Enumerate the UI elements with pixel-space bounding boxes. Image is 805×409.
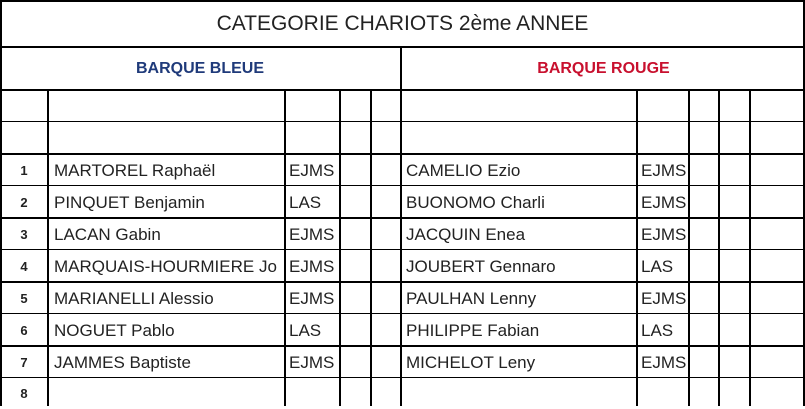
blue-participant-name: MARQUAIS-HOURMIERE Jo <box>54 257 277 276</box>
blue-participant-name: MARTOREL Raphaël <box>54 161 216 180</box>
blue-participant-club: LAS <box>289 193 322 212</box>
grid-line <box>339 89 341 406</box>
blue-participant-club: LAS <box>289 321 322 340</box>
grid-line <box>0 121 805 122</box>
red-team-header: BARQUE ROUGE <box>537 60 670 77</box>
row-number: 8 <box>20 386 28 401</box>
red-participant-name: PHILIPPE Fabian <box>406 321 540 340</box>
red-participant-name: JOUBERT Gennaro <box>406 257 556 276</box>
grid-line <box>688 89 690 406</box>
grid-line <box>0 0 805 2</box>
row-number: 3 <box>20 227 28 242</box>
row-number: 1 <box>20 163 28 178</box>
grid-line <box>370 89 372 406</box>
blue-participant-club: EJMS <box>289 225 335 244</box>
red-participant-club: EJMS <box>641 161 687 180</box>
blue-team-header: BARQUE BLEUE <box>135 60 264 77</box>
red-participant-club: LAS <box>641 257 674 276</box>
grid-line <box>0 89 805 91</box>
red-participant-name: JACQUIN Enea <box>406 225 526 244</box>
grid-line <box>718 89 720 406</box>
red-participant-name: CAMELIO Ezio <box>406 161 521 180</box>
sheet-title: CATEGORIE CHARIOTS 2ème ANNEE <box>216 12 589 35</box>
blue-participant-club: EJMS <box>289 257 335 276</box>
grid-line <box>47 89 49 406</box>
red-participant-club: EJMS <box>641 289 687 308</box>
row-number: 6 <box>20 323 28 338</box>
row-number: 5 <box>20 291 28 306</box>
red-participant-name: PAULHAN Lenny <box>406 289 537 308</box>
blue-participant-name: JAMMES Baptiste <box>54 353 191 372</box>
row-number: 2 <box>20 195 28 210</box>
red-participant-club: LAS <box>641 321 674 340</box>
blue-participant-club: EJMS <box>289 289 335 308</box>
blue-participant-name: NOGUET Pablo <box>54 321 175 340</box>
red-participant-club: EJMS <box>641 193 687 212</box>
grid-line <box>284 89 286 406</box>
red-participant-club: EJMS <box>641 353 687 372</box>
blue-participant-name: PINQUET Benjamin <box>54 193 205 212</box>
blue-participant-club: EJMS <box>289 161 335 180</box>
blue-participant-name: LACAN Gabin <box>54 225 161 244</box>
red-participant-name: BUONOMO Charli <box>406 193 545 212</box>
red-participant-club: EJMS <box>641 225 687 244</box>
grid-line <box>749 89 751 406</box>
row-number: 7 <box>20 355 28 370</box>
grid-line <box>400 46 402 406</box>
red-participant-name: MICHELOT Leny <box>406 353 536 372</box>
row-number: 4 <box>20 259 28 274</box>
grid-line <box>0 46 805 48</box>
grid-line <box>636 89 638 406</box>
blue-participant-club: EJMS <box>289 353 335 372</box>
blue-participant-name: MARIANELLI Alessio <box>54 289 214 308</box>
